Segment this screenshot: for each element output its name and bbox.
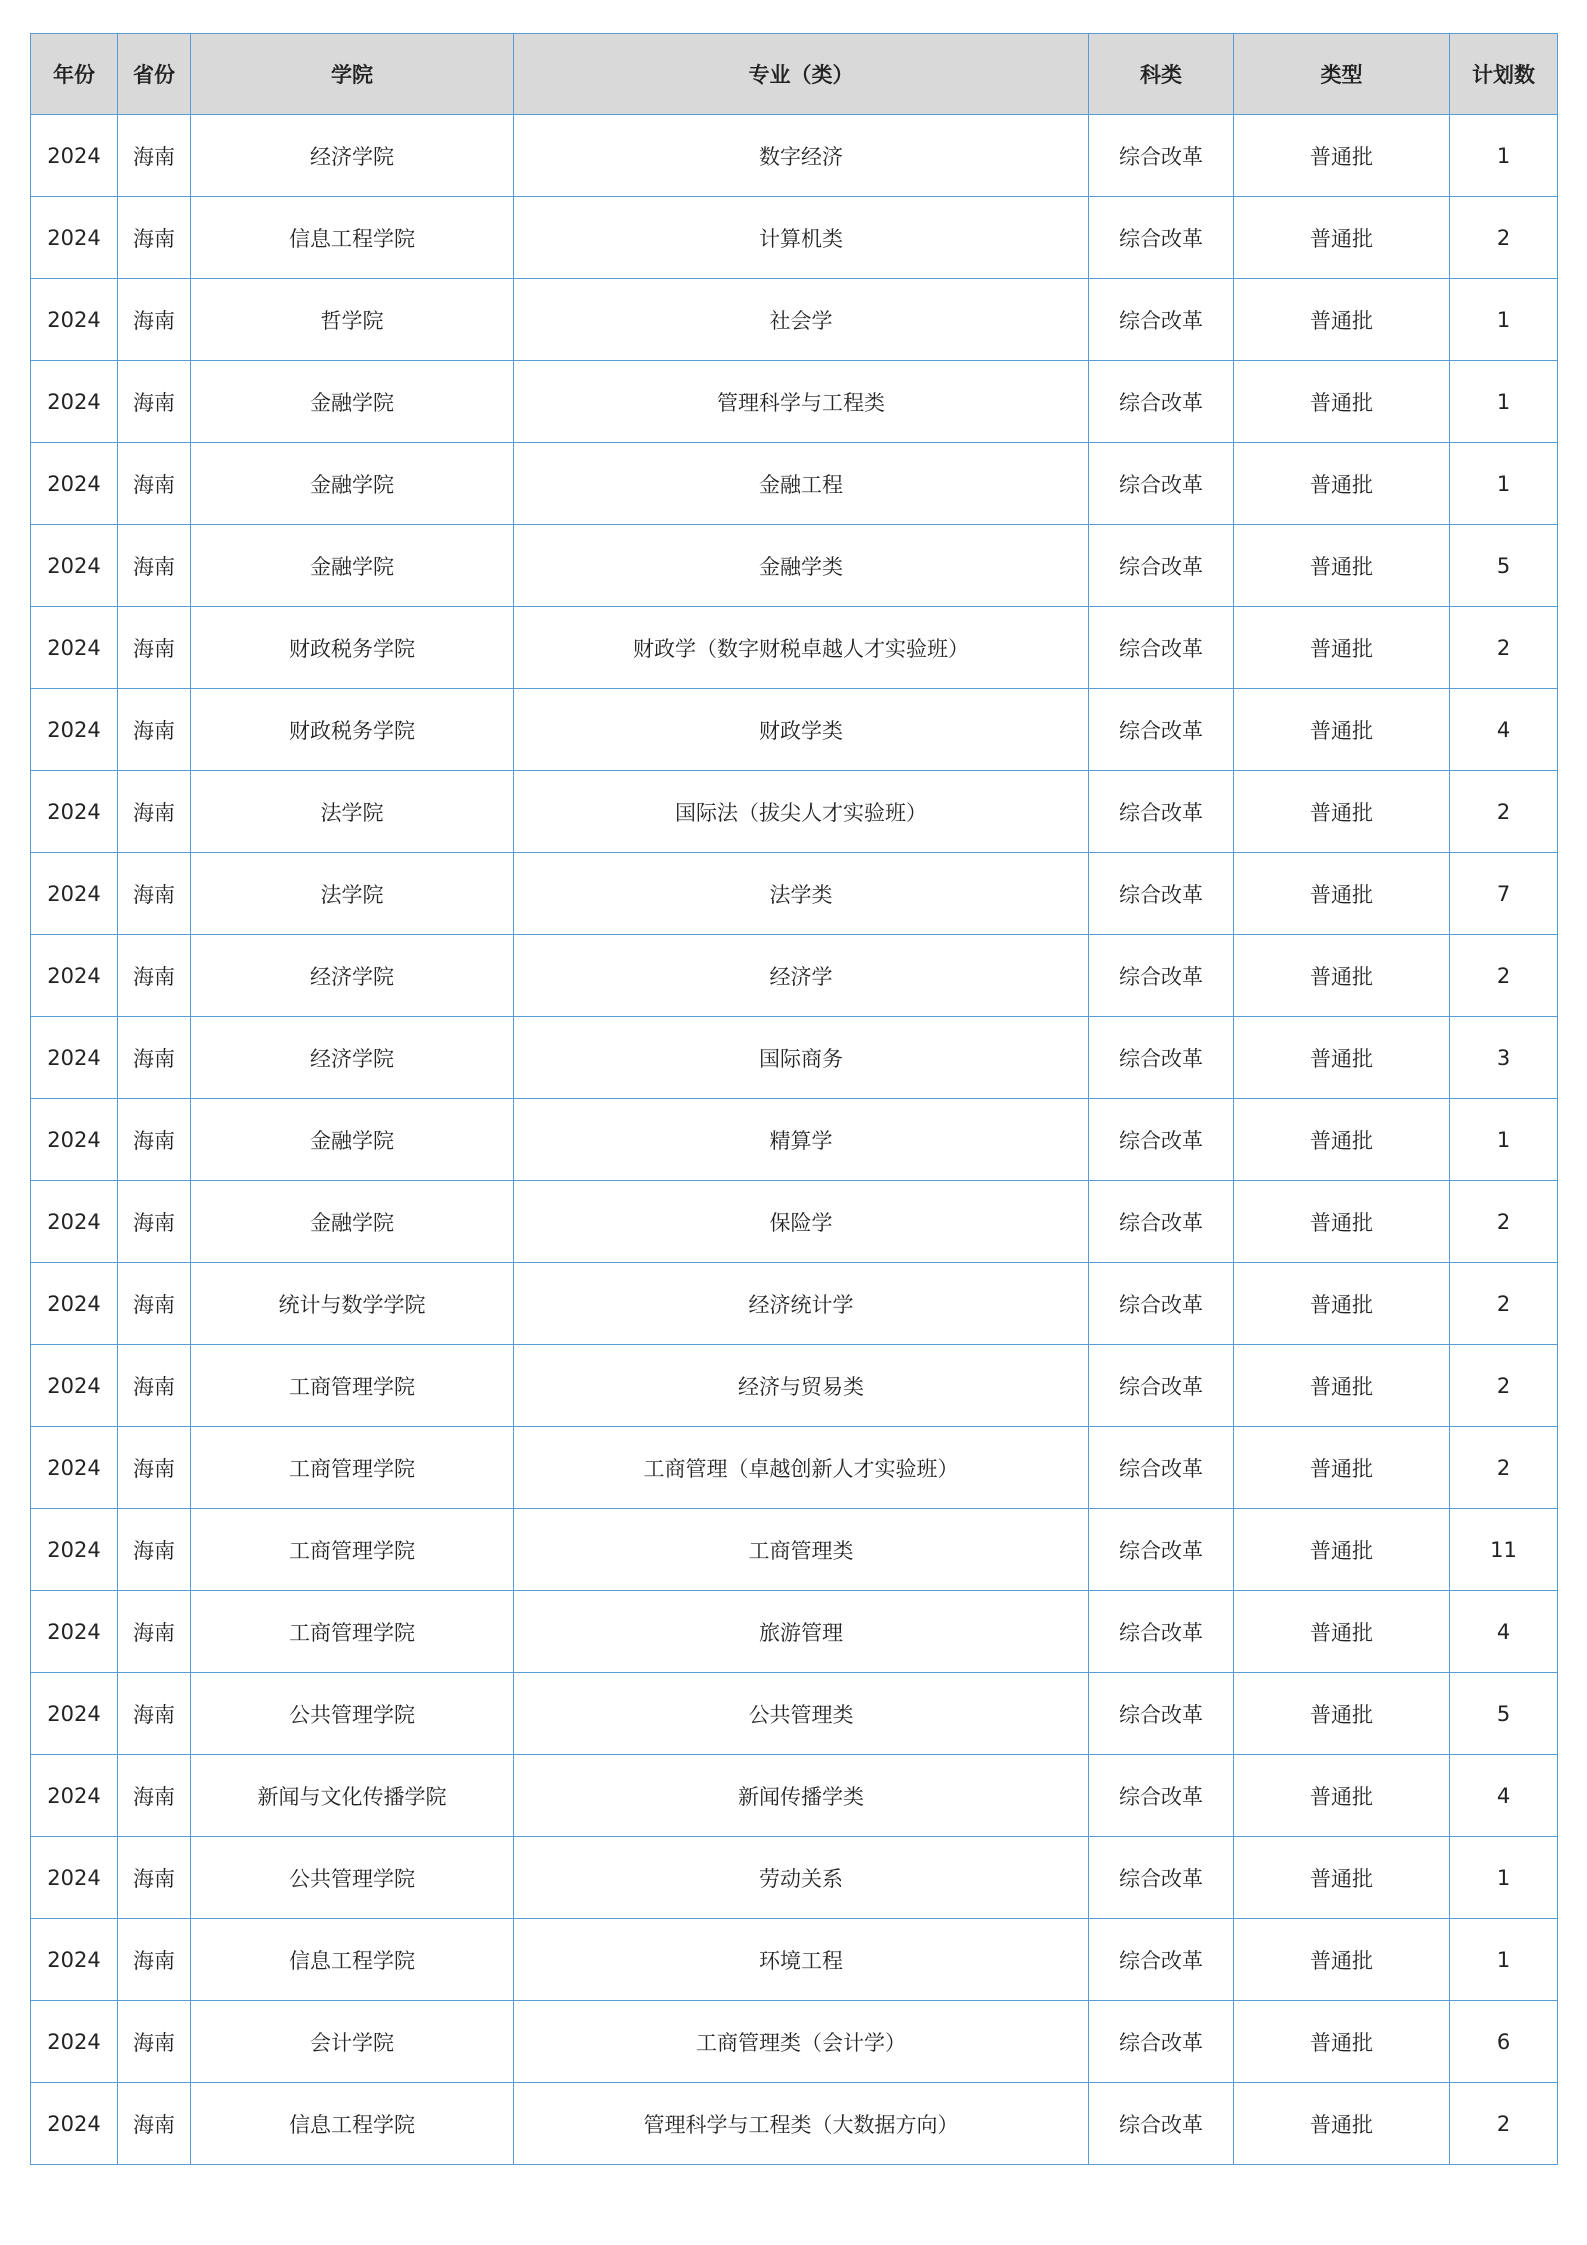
table-row — [31, 1673, 1558, 1755]
subject-category-cell: 综合改革 — [1089, 2001, 1234, 2083]
major-cell: 金融工程 — [514, 443, 1089, 525]
college-cell: 金融学院 — [191, 1099, 514, 1181]
table-header-row — [31, 34, 1558, 115]
college-cell: 哲学院 — [191, 279, 514, 361]
subject-category-cell: 综合改革 — [1089, 689, 1234, 771]
subject-category-cell: 综合改革 — [1089, 1099, 1234, 1181]
college-cell: 财政税务学院 — [191, 689, 514, 771]
batch-type-cell: 普通批 — [1234, 1345, 1450, 1427]
province-cell: 海南 — [118, 853, 191, 935]
table-row — [31, 1919, 1558, 2001]
year-cell: 2024 — [31, 1181, 118, 1263]
major-cell: 环境工程 — [514, 1919, 1089, 2001]
table-row — [31, 279, 1558, 361]
province-cell: 海南 — [118, 935, 191, 1017]
header-plan-count: 计划数 — [1450, 34, 1558, 115]
year-cell: 2024 — [31, 607, 118, 689]
year-cell: 2024 — [31, 1509, 118, 1591]
table-row — [31, 1017, 1558, 1099]
subject-category-cell: 综合改革 — [1089, 935, 1234, 1017]
batch-type-cell: 普通批 — [1234, 1755, 1450, 1837]
batch-type-cell: 普通批 — [1234, 1099, 1450, 1181]
college-cell: 公共管理学院 — [191, 1673, 514, 1755]
province-cell: 海南 — [118, 525, 191, 607]
table-body — [31, 115, 1558, 2165]
table-row — [31, 771, 1558, 853]
enrollment-plan-table — [30, 33, 1558, 2165]
table-row — [31, 1755, 1558, 1837]
batch-type-cell: 普通批 — [1234, 1919, 1450, 2001]
year-cell: 2024 — [31, 279, 118, 361]
college-cell: 经济学院 — [191, 1017, 514, 1099]
province-cell: 海南 — [118, 2001, 191, 2083]
college-cell: 信息工程学院 — [191, 2083, 514, 2165]
table-row — [31, 1591, 1558, 1673]
subject-category-cell: 综合改革 — [1089, 607, 1234, 689]
major-cell: 经济与贸易类 — [514, 1345, 1089, 1427]
major-cell: 财政学类 — [514, 689, 1089, 771]
major-cell: 公共管理类 — [514, 1673, 1089, 1755]
batch-type-cell: 普通批 — [1234, 1509, 1450, 1591]
table-row — [31, 689, 1558, 771]
major-cell: 经济统计学 — [514, 1263, 1089, 1345]
major-cell: 劳动关系 — [514, 1837, 1089, 1919]
major-cell: 旅游管理 — [514, 1591, 1089, 1673]
batch-type-cell: 普通批 — [1234, 1591, 1450, 1673]
batch-type-cell: 普通批 — [1234, 1181, 1450, 1263]
table-row — [31, 1263, 1558, 1345]
year-cell: 2024 — [31, 1919, 118, 2001]
province-cell: 海南 — [118, 279, 191, 361]
batch-type-cell: 普通批 — [1234, 197, 1450, 279]
plan-count-cell: 4 — [1450, 689, 1558, 771]
subject-category-cell: 综合改革 — [1089, 1673, 1234, 1755]
college-cell: 法学院 — [191, 771, 514, 853]
batch-type-cell: 普通批 — [1234, 935, 1450, 1017]
table-row — [31, 935, 1558, 1017]
year-cell: 2024 — [31, 443, 118, 525]
batch-type-cell: 普通批 — [1234, 1017, 1450, 1099]
table-row — [31, 2001, 1558, 2083]
table-row — [31, 853, 1558, 935]
subject-category-cell: 综合改革 — [1089, 2083, 1234, 2165]
subject-category-cell: 综合改革 — [1089, 361, 1234, 443]
subject-category-cell: 综合改革 — [1089, 443, 1234, 525]
subject-category-cell: 综合改革 — [1089, 1919, 1234, 2001]
batch-type-cell: 普通批 — [1234, 443, 1450, 525]
college-cell: 会计学院 — [191, 2001, 514, 2083]
major-cell: 管理科学与工程类 — [514, 361, 1089, 443]
table-row — [31, 607, 1558, 689]
major-cell: 工商管理（卓越创新人才实验班） — [514, 1427, 1089, 1509]
plan-count-cell: 2 — [1450, 771, 1558, 853]
table-row — [31, 443, 1558, 525]
college-cell: 金融学院 — [191, 443, 514, 525]
year-cell: 2024 — [31, 525, 118, 607]
subject-category-cell: 综合改革 — [1089, 1427, 1234, 1509]
college-cell: 经济学院 — [191, 115, 514, 197]
year-cell: 2024 — [31, 853, 118, 935]
year-cell: 2024 — [31, 935, 118, 1017]
province-cell: 海南 — [118, 1017, 191, 1099]
college-cell: 工商管理学院 — [191, 1591, 514, 1673]
table-row — [31, 1345, 1558, 1427]
plan-count-cell: 2 — [1450, 1181, 1558, 1263]
subject-category-cell: 综合改革 — [1089, 1263, 1234, 1345]
year-cell: 2024 — [31, 361, 118, 443]
plan-count-cell: 1 — [1450, 279, 1558, 361]
plan-count-cell: 6 — [1450, 2001, 1558, 2083]
major-cell: 工商管理类（会计学） — [514, 2001, 1089, 2083]
major-cell: 国际商务 — [514, 1017, 1089, 1099]
major-cell: 精算学 — [514, 1099, 1089, 1181]
year-cell: 2024 — [31, 1017, 118, 1099]
college-cell: 信息工程学院 — [191, 197, 514, 279]
major-cell: 社会学 — [514, 279, 1089, 361]
batch-type-cell: 普通批 — [1234, 771, 1450, 853]
batch-type-cell: 普通批 — [1234, 607, 1450, 689]
subject-category-cell: 综合改革 — [1089, 1509, 1234, 1591]
plan-count-cell: 1 — [1450, 115, 1558, 197]
table-row — [31, 1181, 1558, 1263]
batch-type-cell: 普通批 — [1234, 2083, 1450, 2165]
plan-count-cell: 1 — [1450, 1919, 1558, 2001]
subject-category-cell: 综合改革 — [1089, 1181, 1234, 1263]
subject-category-cell: 综合改革 — [1089, 279, 1234, 361]
batch-type-cell: 普通批 — [1234, 1427, 1450, 1509]
table-row — [31, 1427, 1558, 1509]
college-cell: 新闻与文化传播学院 — [191, 1755, 514, 1837]
header-major: 专业（类） — [514, 34, 1089, 115]
subject-category-cell: 综合改革 — [1089, 525, 1234, 607]
subject-category-cell: 综合改革 — [1089, 1017, 1234, 1099]
major-cell: 经济学 — [514, 935, 1089, 1017]
batch-type-cell: 普通批 — [1234, 1263, 1450, 1345]
header-subject-category: 科类 — [1089, 34, 1234, 115]
college-cell: 法学院 — [191, 853, 514, 935]
province-cell: 海南 — [118, 443, 191, 525]
province-cell: 海南 — [118, 1919, 191, 2001]
province-cell: 海南 — [118, 361, 191, 443]
year-cell: 2024 — [31, 2083, 118, 2165]
subject-category-cell: 综合改革 — [1089, 771, 1234, 853]
plan-count-cell: 7 — [1450, 853, 1558, 935]
header-batch-type: 类型 — [1234, 34, 1450, 115]
major-cell: 财政学（数字财税卓越人才实验班） — [514, 607, 1089, 689]
college-cell: 经济学院 — [191, 935, 514, 1017]
college-cell: 信息工程学院 — [191, 1919, 514, 2001]
province-cell: 海南 — [118, 1837, 191, 1919]
subject-category-cell: 综合改革 — [1089, 1591, 1234, 1673]
province-cell: 海南 — [118, 2083, 191, 2165]
table-row — [31, 525, 1558, 607]
year-cell: 2024 — [31, 1837, 118, 1919]
header-province: 省份 — [118, 34, 191, 115]
year-cell: 2024 — [31, 1673, 118, 1755]
batch-type-cell: 普通批 — [1234, 361, 1450, 443]
major-cell: 新闻传播学类 — [514, 1755, 1089, 1837]
year-cell: 2024 — [31, 1345, 118, 1427]
college-cell: 工商管理学院 — [191, 1427, 514, 1509]
year-cell: 2024 — [31, 689, 118, 771]
table-row — [31, 361, 1558, 443]
college-cell: 金融学院 — [191, 1181, 514, 1263]
year-cell: 2024 — [31, 1099, 118, 1181]
table-row — [31, 2083, 1558, 2165]
plan-count-cell: 2 — [1450, 197, 1558, 279]
college-cell: 统计与数学学院 — [191, 1263, 514, 1345]
college-cell: 金融学院 — [191, 525, 514, 607]
year-cell: 2024 — [31, 1263, 118, 1345]
year-cell: 2024 — [31, 1591, 118, 1673]
subject-category-cell: 综合改革 — [1089, 1345, 1234, 1427]
batch-type-cell: 普通批 — [1234, 525, 1450, 607]
plan-count-cell: 1 — [1450, 443, 1558, 525]
plan-count-cell: 5 — [1450, 525, 1558, 607]
batch-type-cell: 普通批 — [1234, 1673, 1450, 1755]
province-cell: 海南 — [118, 1263, 191, 1345]
plan-count-cell: 2 — [1450, 607, 1558, 689]
province-cell: 海南 — [118, 1591, 191, 1673]
province-cell: 海南 — [118, 689, 191, 771]
subject-category-cell: 综合改革 — [1089, 1755, 1234, 1837]
province-cell: 海南 — [118, 1509, 191, 1591]
batch-type-cell: 普通批 — [1234, 279, 1450, 361]
major-cell: 国际法（拔尖人才实验班） — [514, 771, 1089, 853]
table-row — [31, 197, 1558, 279]
plan-count-cell: 2 — [1450, 1427, 1558, 1509]
major-cell: 管理科学与工程类（大数据方向） — [514, 2083, 1089, 2165]
batch-type-cell: 普通批 — [1234, 689, 1450, 771]
table-row — [31, 1509, 1558, 1591]
college-cell: 公共管理学院 — [191, 1837, 514, 1919]
batch-type-cell: 普通批 — [1234, 853, 1450, 935]
year-cell: 2024 — [31, 197, 118, 279]
province-cell: 海南 — [118, 771, 191, 853]
plan-count-cell: 4 — [1450, 1755, 1558, 1837]
year-cell: 2024 — [31, 1427, 118, 1509]
plan-count-cell: 2 — [1450, 1263, 1558, 1345]
year-cell: 2024 — [31, 771, 118, 853]
major-cell: 工商管理类 — [514, 1509, 1089, 1591]
plan-count-cell: 1 — [1450, 361, 1558, 443]
province-cell: 海南 — [118, 1099, 191, 1181]
province-cell: 海南 — [118, 1345, 191, 1427]
plan-count-cell: 3 — [1450, 1017, 1558, 1099]
plan-count-cell: 5 — [1450, 1673, 1558, 1755]
major-cell: 计算机类 — [514, 197, 1089, 279]
batch-type-cell: 普通批 — [1234, 115, 1450, 197]
province-cell: 海南 — [118, 115, 191, 197]
plan-count-cell: 2 — [1450, 2083, 1558, 2165]
college-cell: 工商管理学院 — [191, 1345, 514, 1427]
table-row — [31, 1099, 1558, 1181]
plan-count-cell: 2 — [1450, 1345, 1558, 1427]
subject-category-cell: 综合改革 — [1089, 115, 1234, 197]
province-cell: 海南 — [118, 1755, 191, 1837]
subject-category-cell: 综合改革 — [1089, 197, 1234, 279]
table-row — [31, 115, 1558, 197]
province-cell: 海南 — [118, 1427, 191, 1509]
year-cell: 2024 — [31, 2001, 118, 2083]
province-cell: 海南 — [118, 197, 191, 279]
header-college: 学院 — [191, 34, 514, 115]
subject-category-cell: 综合改革 — [1089, 853, 1234, 935]
college-cell: 工商管理学院 — [191, 1509, 514, 1591]
header-year: 年份 — [31, 34, 118, 115]
college-cell: 金融学院 — [191, 361, 514, 443]
major-cell: 法学类 — [514, 853, 1089, 935]
batch-type-cell: 普通批 — [1234, 2001, 1450, 2083]
province-cell: 海南 — [118, 1181, 191, 1263]
major-cell: 保险学 — [514, 1181, 1089, 1263]
college-cell: 财政税务学院 — [191, 607, 514, 689]
major-cell: 数字经济 — [514, 115, 1089, 197]
plan-count-cell: 1 — [1450, 1837, 1558, 1919]
plan-count-cell: 2 — [1450, 935, 1558, 1017]
year-cell: 2024 — [31, 1755, 118, 1837]
batch-type-cell: 普通批 — [1234, 1837, 1450, 1919]
plan-count-cell: 4 — [1450, 1591, 1558, 1673]
subject-category-cell: 综合改革 — [1089, 1837, 1234, 1919]
province-cell: 海南 — [118, 1673, 191, 1755]
province-cell: 海南 — [118, 607, 191, 689]
table-row — [31, 1837, 1558, 1919]
year-cell: 2024 — [31, 115, 118, 197]
plan-count-cell: 11 — [1450, 1509, 1558, 1591]
plan-count-cell: 1 — [1450, 1099, 1558, 1181]
major-cell: 金融学类 — [514, 525, 1089, 607]
